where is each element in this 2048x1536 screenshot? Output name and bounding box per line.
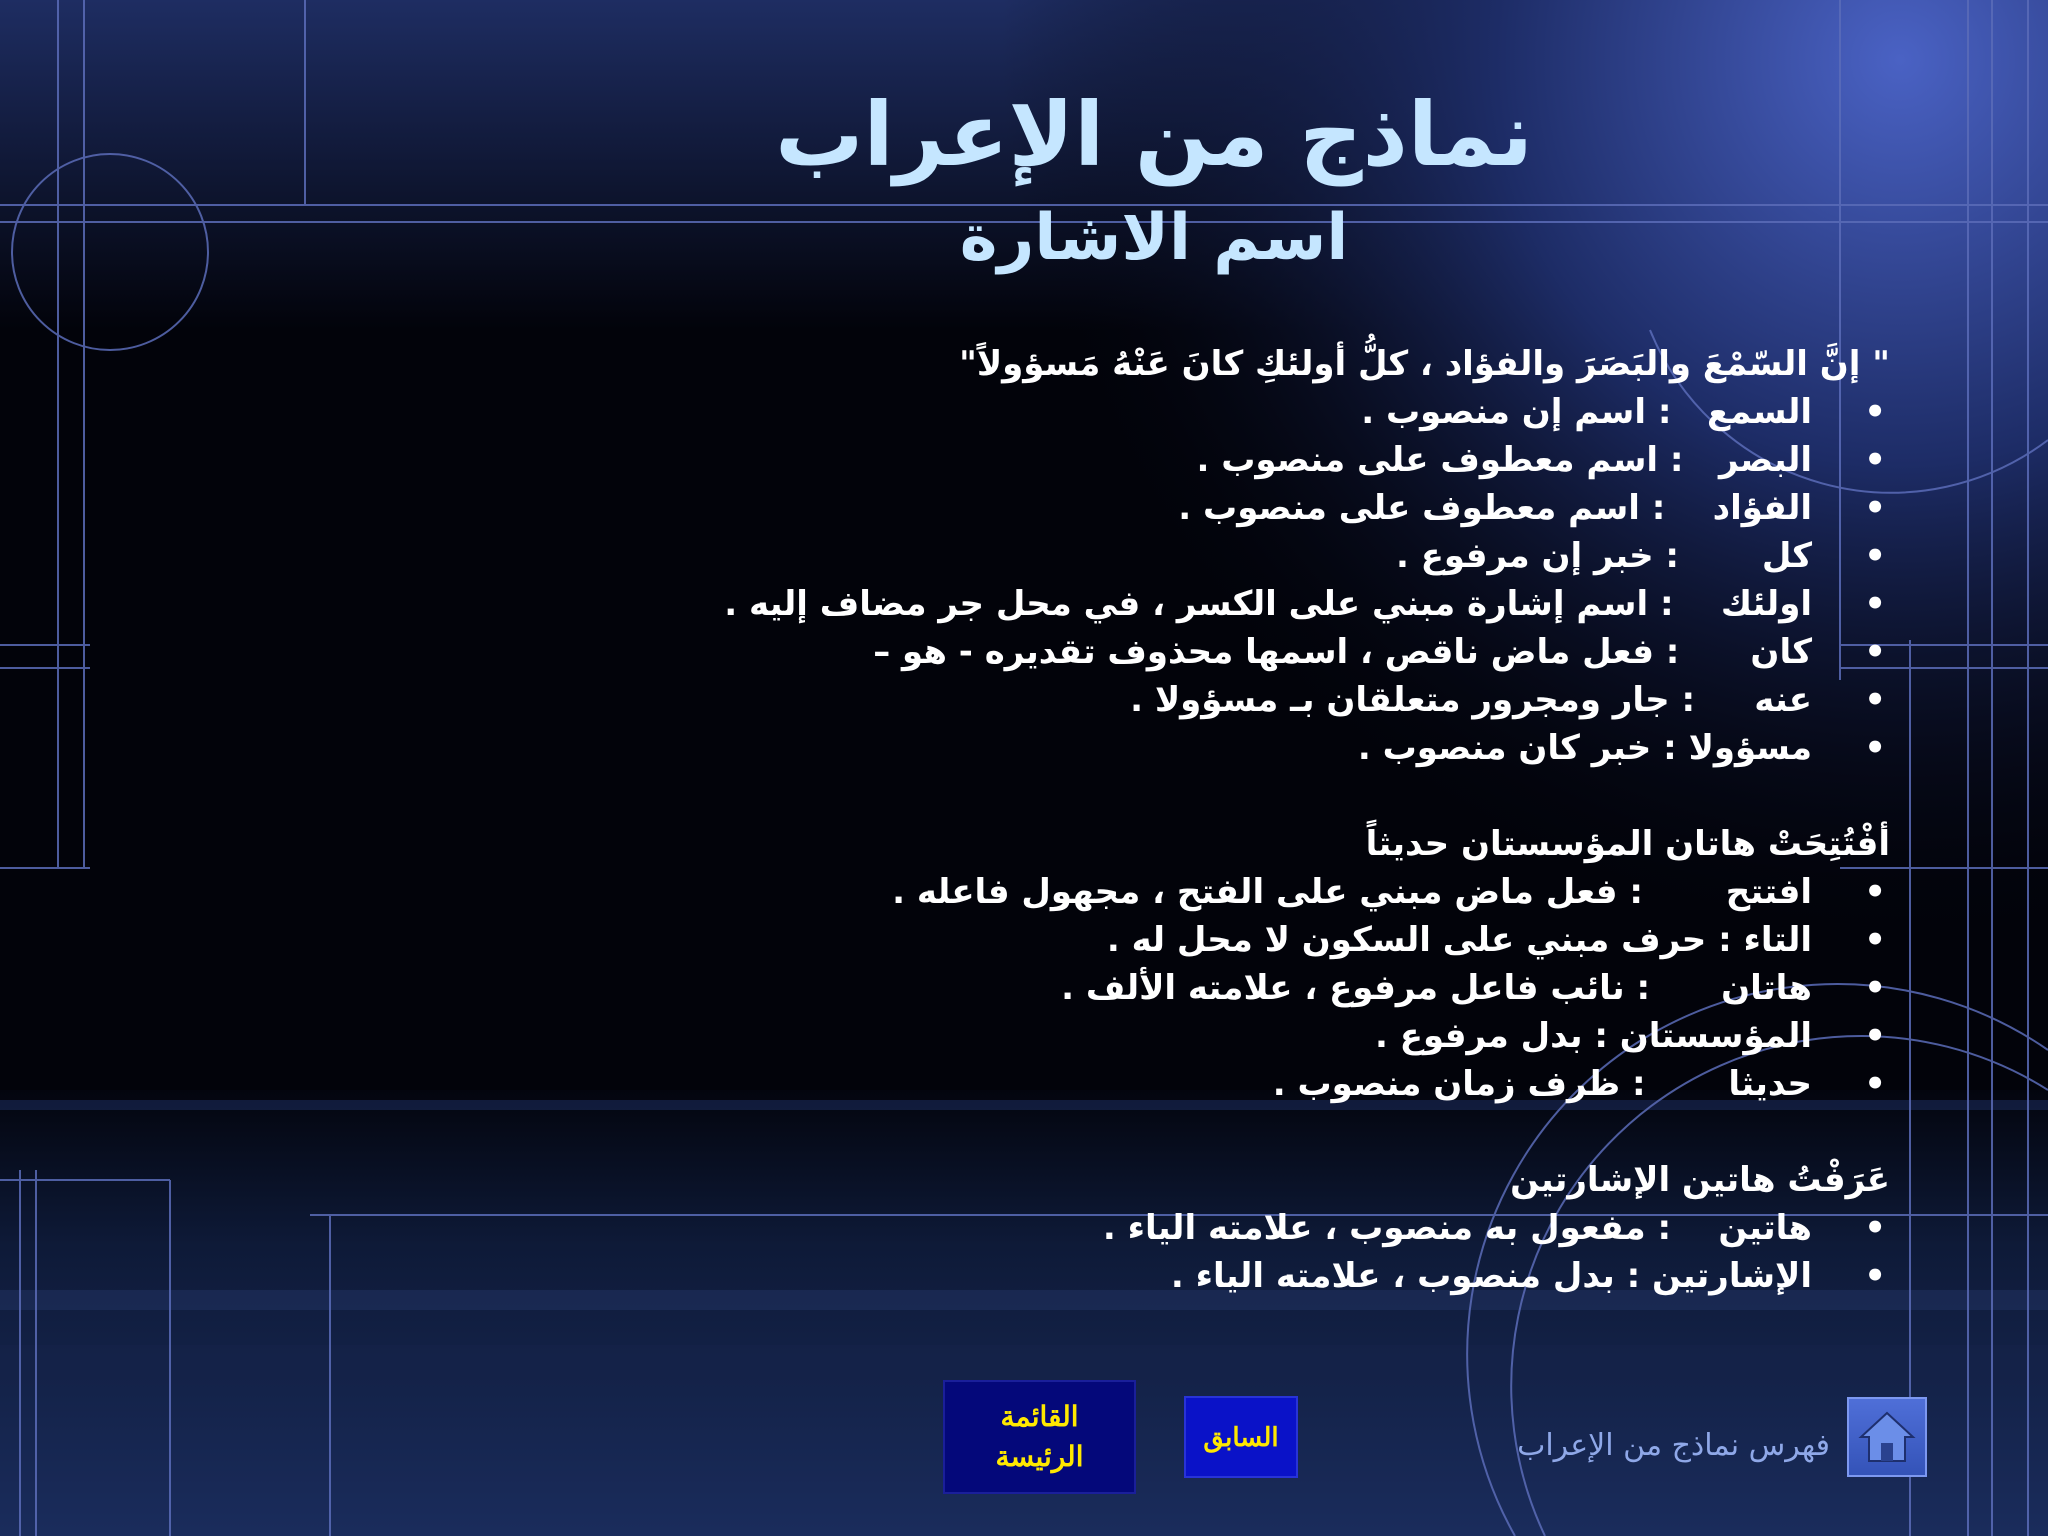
slide-content	[490, 340, 1890, 1300]
main-menu-button[interactable]	[943, 1380, 1136, 1494]
home-icon	[1849, 1399, 1925, 1475]
home-button[interactable]	[1847, 1397, 1927, 1477]
list-item: • افتتح : فعل ماض مبني على الفتح ، مجهول فاعله .	[490, 868, 1890, 916]
section-heading: عَرَفْتُ هاتين الإشارتين	[1510, 1160, 1890, 1200]
spacer	[490, 1108, 1890, 1156]
list-item: • الفؤاد : اسم معطوف على منصوب .	[490, 484, 1890, 532]
list-item: • هاتين : مفعول به منصوب ، علامته الياء .	[490, 1204, 1890, 1252]
spacer	[490, 772, 1890, 820]
list-item: • هاتان : نائب فاعل مرفوع ، علامته الألف .	[490, 964, 1890, 1012]
list-item: • حديثا : ظرف زمان منصوب .	[490, 1060, 1890, 1108]
main-menu-label-line2: الرئيسة	[995, 1441, 1084, 1472]
main-menu-label	[996, 1397, 1084, 1477]
previous-button-label: السابق	[1203, 1421, 1279, 1452]
list-item: • عنه : جار ومجرور متعلقان بـ مسؤولا .	[490, 676, 1890, 724]
main-menu-label-line1: القائمة	[1000, 1401, 1079, 1432]
list-item: • الإشارتين : بدل منصوب ، علامته الياء .	[490, 1252, 1890, 1300]
slide-title: نماذج من الإعراب	[775, 83, 1533, 186]
list-item: • السمع : اسم إن منصوب .	[490, 388, 1890, 436]
list-item: • التاء : حرف مبني على السكون لا محل له .	[490, 916, 1890, 964]
slide-subtitle: اسم الاشارة	[959, 201, 1349, 275]
section-heading: " إنَّ السّمْعَ والبَصَرَ والفؤاد ، كلُّ أولئكِ كانَ عَنْهُ مَسؤولاً"	[959, 344, 1890, 384]
list-item: • كان : فعل ماض ناقص ، اسمها محذوف تقديره - هو –	[490, 628, 1890, 676]
list-item: • اولئك : اسم إشارة مبني على الكسر ، في محل جر مضاف إليه .	[490, 580, 1890, 628]
list-item: • المؤسستان : بدل مرفوع .	[490, 1012, 1890, 1060]
list-item: • مسؤولا : خبر كان منصوب .	[490, 724, 1890, 772]
index-link[interactable]: فهرس نماذج من الإعراب	[1517, 1428, 1830, 1463]
list-item: • كل : خبر إن مرفوع .	[490, 532, 1890, 580]
previous-button[interactable]	[1184, 1396, 1298, 1478]
section-heading: أفْتُتِحَتْ هاتان المؤسستان حديثاً	[1365, 824, 1890, 864]
list-item: • البصر : اسم معطوف على منصوب .	[490, 436, 1890, 484]
